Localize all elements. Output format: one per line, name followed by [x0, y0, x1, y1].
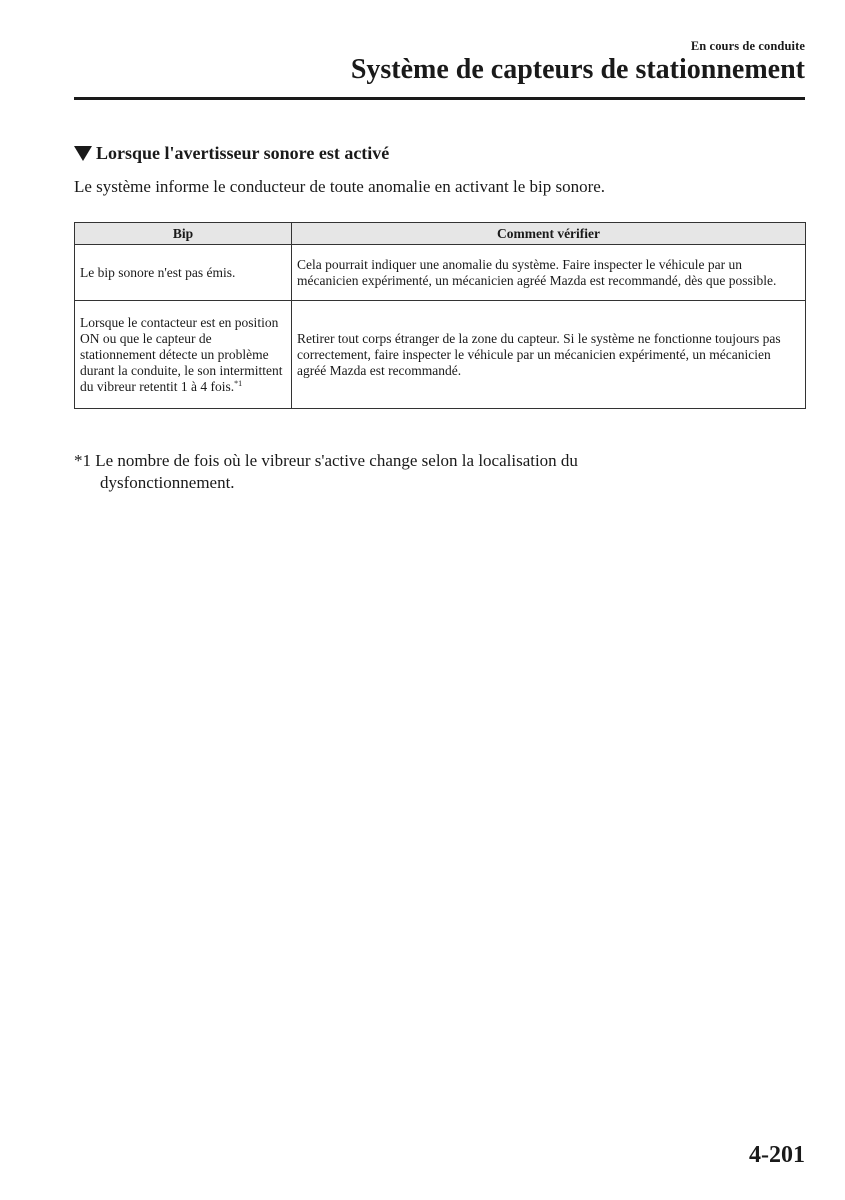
page-title: Système de capteurs de stationnement: [350, 54, 805, 85]
beep-table: [74, 222, 806, 409]
footnote-marker: *1: [74, 451, 91, 470]
column-header-bip: Bip: [75, 223, 292, 245]
check-cell: Retirer tout corps étranger de la zone du capteur. Si le système ne fonctionne toujours pas correctement, faire inspecter le véhicule par un mécanicien expérimenté, un mécanicien agréé Mazda est recommandé.: [292, 301, 806, 409]
intro-text: Le système informe le conducteur de toute anomalie en activant le bip sonore.: [74, 177, 606, 196]
footnote-text: Le nombre de fois où le vibreur s'active change selon la localisation du: [95, 451, 578, 470]
footnote-line-1: [74, 450, 714, 472]
bip-text: Le bip sonore n'est pas émis.: [80, 264, 236, 280]
title-rule: [74, 97, 805, 100]
section-label: En cours de conduite: [690, 39, 805, 53]
table-header-row: [75, 223, 806, 245]
page-number: 4-201: [749, 1142, 805, 1168]
footnote-reference: *1: [234, 378, 243, 388]
subsection-title: Lorsque l'avertisseur sonore est activé: [96, 143, 390, 163]
column-header-check: Comment vérifier: [292, 223, 806, 245]
table-row: [75, 245, 806, 301]
footnote-line-2: dysfonctionnement.: [100, 473, 235, 492]
bip-cell: [75, 301, 292, 409]
bip-text: Lorsque le contacteur est en position ON ou que le capteur de stationnement détecte un problème durant la conduite, le son intermittent du vibreur retentit 1 à 4 fois.: [80, 314, 283, 394]
subsection-heading: [74, 143, 389, 164]
triangle-down-icon: [74, 146, 92, 161]
bip-cell: [75, 245, 292, 301]
table-row: [75, 301, 806, 409]
footnote: [74, 450, 714, 494]
check-cell: Cela pourrait indiquer une anomalie du système. Faire inspecter le véhicule par un mécanicien expérimenté, un mécanicien agréé Mazda est recommandé, dès que possible.: [292, 245, 806, 301]
